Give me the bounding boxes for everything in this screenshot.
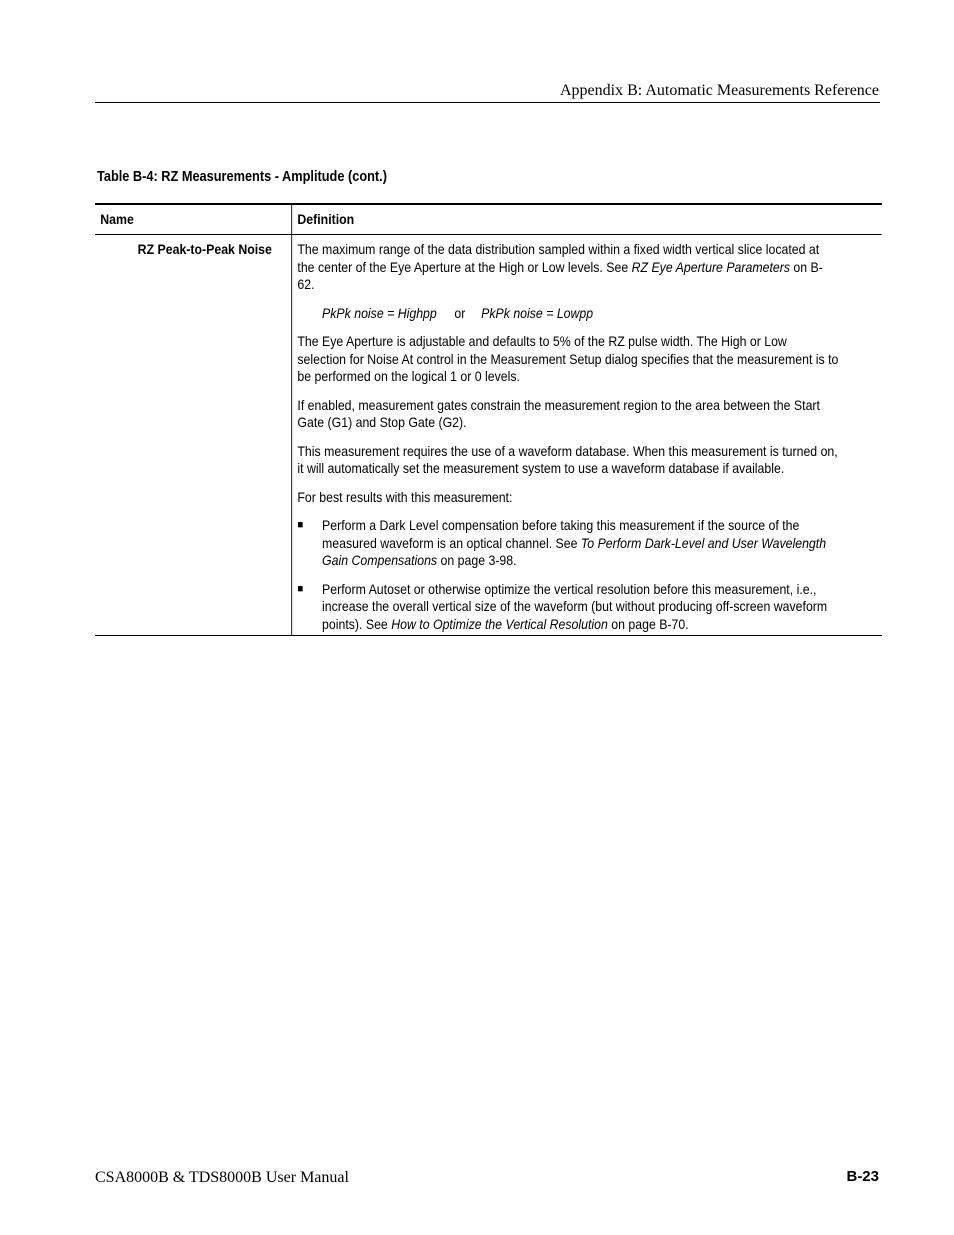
square-bullet-icon: ■ xyxy=(297,582,304,595)
table-header-row xyxy=(95,205,882,235)
cross-reference-link[interactable]: To Perform Dark-Level and User Wavelength Gain Compensations xyxy=(322,534,827,568)
list-item-text xyxy=(322,517,839,570)
list-text: Perform Autoset or otherwise optimize the vertical resolution before this measurement, i.e., increase the overall vertical size of the waveform (but without producing off-screen waveform points). See xyxy=(322,580,828,632)
database-paragraph: This measurement requires the use of a waveform database. When this measurement is turned on, it will automatically set the measurement system to use a waveform database if available. xyxy=(297,442,838,476)
square-bullet-icon: ■ xyxy=(297,519,304,531)
measurement-definition xyxy=(292,235,882,635)
best-results-paragraph: For best results with this measurement: xyxy=(297,488,513,505)
gates-paragraph: If enabled, measurement gates constrain the measurement region to the area between the Start Gate (G1) and Stop Gate (G2). xyxy=(297,396,820,430)
list-item xyxy=(297,517,838,570)
running-header: Appendix B: Automatic Measurements Reference xyxy=(559,82,879,99)
header-rule xyxy=(95,102,880,103)
measurements-table xyxy=(95,203,882,636)
paragraph-text: on B-62. xyxy=(297,258,823,292)
list-text: on page B-70. xyxy=(607,615,689,632)
formula-left: PkPk noise = Highpp xyxy=(322,304,437,321)
paragraph-text: The maximum range of the data distribution sampled within a fixed width vertical slice located at the center of the Eye Aperture at the High or Low levels. See xyxy=(297,241,820,275)
list-item xyxy=(297,581,838,634)
list-item-text xyxy=(322,581,839,634)
column-header-definition: Definition xyxy=(297,211,355,227)
cross-reference-link[interactable]: RZ Eye Aperture Parameters xyxy=(631,258,791,275)
measurement-name: RZ Peak-to-Peak Noise xyxy=(95,235,292,635)
table-caption: Table B-4: RZ Measurements - Amplitude (cont.) xyxy=(97,169,387,185)
column-header-name: Name xyxy=(95,205,292,234)
formula xyxy=(322,305,839,323)
list-text: on page 3-98. xyxy=(437,552,517,568)
cross-reference-link[interactable]: How to Optimize the Vertical Resolution xyxy=(391,615,608,632)
table-row xyxy=(95,235,882,635)
list-text: Perform a Dark Level compensation before taking this measurement if the source of the measured waveform is an optical channel. See xyxy=(322,517,800,551)
definition-paragraph xyxy=(297,241,838,294)
page-number: B-23 xyxy=(846,1168,879,1185)
formula-or: or xyxy=(454,304,466,321)
formula-right: PkPk noise = Lowpp xyxy=(481,304,594,321)
eye-aperture-paragraph: The Eye Aperture is adjustable and defaults to 5% of the RZ pulse width. The High or Low selection for Noise At control in the Measurement Setup dialog specifies that the measurement is to be performed on the logical 1 or 0 levels. xyxy=(297,333,839,384)
manual-title: CSA8000B & TDS8000B User Manual xyxy=(95,1169,349,1186)
